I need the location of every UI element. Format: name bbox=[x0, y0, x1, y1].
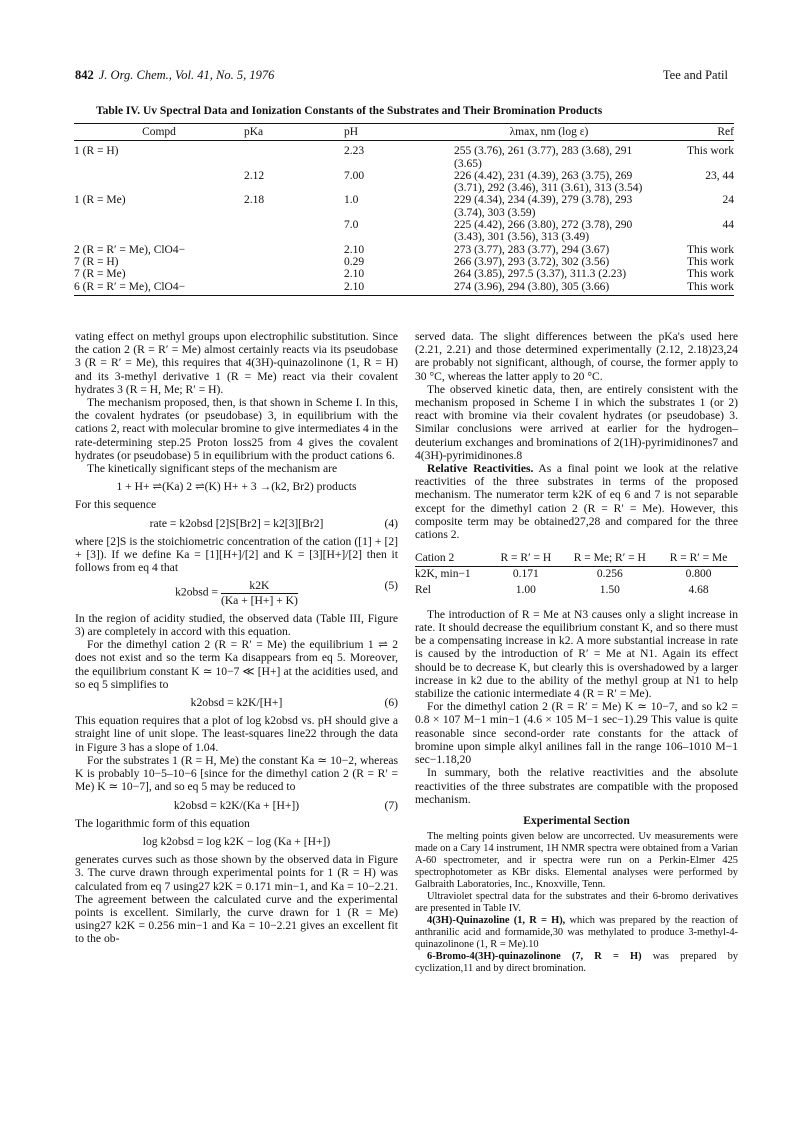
paragraph: For this sequence bbox=[75, 498, 157, 512]
table-row: 1 (R = H) 2.23 255 (3.76), 261 (3.77), 283 (3.68), 291 (3.65) This work bbox=[74, 145, 734, 170]
paragraph: 4(3H)-Quinazoline (1, R = H), which was prepared by the reaction of anthranilic acid and formamide,30 was methylated to produce 3-methyl-4-quinazolinone (1, R = Me).10 bbox=[415, 915, 738, 951]
paragraph: Relative Reactivities. As a final point we look at the relative reactivities of the three substrates in terms of the proposed mechanism. The numerator term k2K of eq 6 and 7 is not separable except for the dimethyl cation 2 (R = R′ = Me). However, this composite term may be obtained27,28 and compared for the three cations 2. bbox=[415, 462, 738, 542]
equation-5: k2obsd = $\frac{k2K}{(Ka + [H+] + K)}$ (5) bbox=[175, 579, 398, 607]
paragraph: For the substrates 1 (R = H, Me) the constant Ka ≃ 10−2, whereas K is probably 10−5–10−6 [since for the dimethyl cation 2 (R = R′ = Me) K ≃ 10−7], and so eq 5 may be reduced to bbox=[75, 753, 398, 794]
journal-citation: J. Org. Chem., Vol. 41, No. 5, 1976 bbox=[98, 68, 275, 82]
col-header-ph: pH bbox=[344, 124, 454, 141]
col-header-compd: Compd bbox=[74, 124, 244, 141]
fraction: $\frac{k2K}{(Ka + [H+] + K)}$ bbox=[220, 579, 298, 607]
paragraph: The mechanism proposed, then, is that shown in Scheme I. In this, the covalent hydrates (or pseudobase) 3, in equilibrium with the cations 2, react with molecular bromine to give intermediates 4 in the rate-determining step.25 Proton loss25 from 4 gives the covalent hydrates (or pseudobase) 5 in equilibrium with the product cations 6. bbox=[75, 396, 398, 462]
paragraph: The logarithmic form of this equation bbox=[75, 816, 250, 830]
paragraph: generates curves such as those shown by the observed data in Figure 3. The curve drawn through experimental points for 1 (R = H) was calculated from eq 7 using27 k2K = 0.171 min−1, and Ka = 10−2.21. The agreement between the calculated curve and the experimental points is excellent. Similarly, the curve drawn for 1 (R = Me) using27 k2K = 0.256 min−1 and Ka = 10−2.21 gives an excellent fit to the ob- bbox=[75, 853, 398, 946]
experimental-section-title: Experimental Section bbox=[523, 813, 630, 827]
paragraph: For the dimethyl cation 2 (R = R′ = Me) the equilibrium 1 ⇌ 2 does not exist and so the term Ka disappears from eq 5. Moreover, the equilibrium constant K ≃ 10−7 ≪ [H+] at the acidities used, and so eq 5 simplifies to bbox=[75, 638, 398, 691]
paragraph: This equation requires that a plot of log k2obsd vs. pH should give a straight line of unit slope. The least-squares line22 through the data in Figure 3 has a slope of 1.04. bbox=[75, 714, 398, 754]
paragraph: Ultraviolet spectral data for the substrates and their 6-bromo derivatives are presented in Table IV. bbox=[415, 891, 738, 915]
paragraph: In the region of acidity studied, the observed data (Table III, Figure 3) are completely in accord with this equation. bbox=[75, 611, 398, 639]
cation-table bbox=[415, 551, 738, 598]
paragraph: The melting points given below are uncorrected. Uv measurements were made on a Cary 14 instrument, 1H NMR spectra were obtained from a Varian A-60 spectrometer, and ir spectra were run on a Perkin-Elmer 425 spectrophotometer as KBr disks. Elemental analyses were performed by Galbraith Laboratories, Inc., Knoxville, Tenn. bbox=[415, 831, 738, 891]
table-row: 7 (R = Me) 2.10 264 (3.85), 297.5 (3.37), 311.3 (2.23) This work bbox=[74, 268, 734, 281]
page-number: 842 bbox=[75, 68, 94, 82]
paragraph: The introduction of R = Me at N3 causes only a slight increase in rate. It should decrease the equilibrium constant K, and so there must be a compensating increase in k2. A more substantial increase in rate is caused by the introduction of R′ = Me at N1. Again its effect should be to decrease K, but clearly this is overshadowed by a larger increase in k2 due to the ability of the methyl group at N1 to help stabilize the cationic intermediate 4 (R = R′ = Me). bbox=[415, 607, 738, 701]
paragraph: The kinetically significant steps of the mechanism are bbox=[87, 462, 338, 476]
compound-heading: 4(3H)-Quinazoline (1, R = H), bbox=[427, 915, 566, 927]
equation-4: rate = k2obsd [2]S[Br2] = k2[3][Br2] (4) bbox=[149, 516, 398, 530]
equation-6: k2obsd = k2K/[H+] (6) bbox=[190, 696, 398, 710]
paragraph: 6-Bromo-4(3H)-quinazolinone (7, R = H) was prepared by cyclization,11 and by direct bromination. bbox=[415, 951, 738, 975]
table-row: Rel 1.00 1.50 4.68 bbox=[415, 583, 709, 596]
compound-heading: 6-Bromo-4(3H)-quinazolinone (7, R = H) bbox=[427, 951, 642, 963]
right-column bbox=[415, 330, 738, 975]
col-header-pka: pKa bbox=[244, 124, 344, 141]
experimental-text bbox=[415, 831, 738, 975]
running-header bbox=[75, 68, 728, 86]
section-heading: Relative Reactivities. bbox=[427, 462, 534, 476]
paragraph: The observed kinetic data, then, are entirely consistent with the mechanism proposed in Scheme I in which the substrates 1 (or 2) react with bromine via their covalent hydrates (or pseudobase) 3. Similar conclusions were arrived at earlier for the hydrogen–deuterium exchanges and brominations of 2(1H)-pyrimidinones7 and 4(3H)-pyrimidinones.8 bbox=[415, 382, 738, 462]
table-header-row: Cation 2 R = R′ = H R = Me; R′ = H R = R′ = Me bbox=[415, 551, 738, 567]
equation-8: log k2obsd = log k2K − log (Ka + [H+]) bbox=[142, 834, 331, 848]
table-row: k2K, min−1 0.171 0.256 0.800 bbox=[415, 568, 712, 581]
col-header-lambda: λmax, nm (log ε) bbox=[454, 124, 644, 141]
paragraph: served data. The slight differences between the pKa's used here (2.21, 2.21) and those determined experimentally (2.12, 2.18)23,24 are probably not significant, although, of course, the former apply to 30 °C, whereas the latter apply to 20 °C. bbox=[415, 330, 738, 383]
equation-7: k2obsd = k2K/(Ka + [H+]) (7) bbox=[173, 798, 398, 812]
paragraph: In summary, both the relative reactivities and the absolute reactivities of the three substrates are compatible with the proposed mechanism. bbox=[415, 766, 738, 806]
table-caption: Table IV. Uv Spectral Data and Ionization Constants of the Substrates and Their Bromination Products bbox=[96, 105, 603, 117]
paragraph: where [2]S is the stoichiometric concentration of the cation ([1] + [2] + [3]). If we define Ka = [1][H+]/[2] and K = [3][H+]/[2] then it follows from eq 4 that bbox=[75, 534, 398, 575]
spectral-data-table bbox=[74, 123, 734, 296]
table-row: 1 (R = Me) 2.18 1.0 229 (4.34), 234 (4.39), 279 (3.78), 293 (3.74), 303 (3.59) 24 bbox=[74, 194, 734, 219]
table-row: 6 (R = R′ = Me), ClO4− 2.10 274 (3.96), 294 (3.80), 305 (3.66) This work bbox=[74, 281, 734, 296]
left-column bbox=[75, 330, 398, 946]
table-row: 7.0 225 (4.42), 266 (3.80), 272 (3.78), 290 (3.43), 301 (3.56), 313 (3.49) 44 bbox=[344, 219, 734, 244]
authors: Tee and Patil bbox=[662, 68, 728, 82]
table-row: 7 (R = H) 0.29 266 (3.97), 293 (3.72), 302 (3.56) This work bbox=[74, 255, 734, 268]
table-row: 2.12 7.00 226 (4.42), 231 (4.39), 263 (3.75), 269 (3.71), 292 (3.46), 311 (3.61), 313 (3.54) 23, 44 bbox=[244, 169, 734, 195]
col-header-ref: Ref bbox=[644, 124, 734, 141]
scheme-equation: 1 + H+ ⇌(Ka) 2 ⇌(K) H+ + 3 →(k2, Br2) products bbox=[116, 480, 357, 494]
paragraph: For the dimethyl cation 2 (R = R′ = Me) K ≃ 10−7, and so k2 = 0.8 × 107 M−1 min−1 (4.6 × 105 M−1 sec−1).29 This value is quite reasonable since second-order rate constants for the attack of bromine upon simple alkyl anilines fall in the range 106–1010 M−1 sec−1.18,20 bbox=[415, 700, 738, 767]
paragraph: vating effect on methyl groups upon electrophilic substitution. Since the cation 2 (R = R′ = Me) almost certainly reacts via its pseudobase 3 (R = R′ = Me), this requires that 4(3H)-quinazolinone (1, R = H) and its 3-methyl derivative 1 (R = Me) react via their covalent hydrates 3 (R = H, Me; R′ = H). bbox=[75, 330, 398, 396]
table-row: 2 (R = R′ = Me), ClO4− 2.10 273 (3.77), 283 (3.77), 294 (3.67) This work bbox=[74, 243, 734, 256]
